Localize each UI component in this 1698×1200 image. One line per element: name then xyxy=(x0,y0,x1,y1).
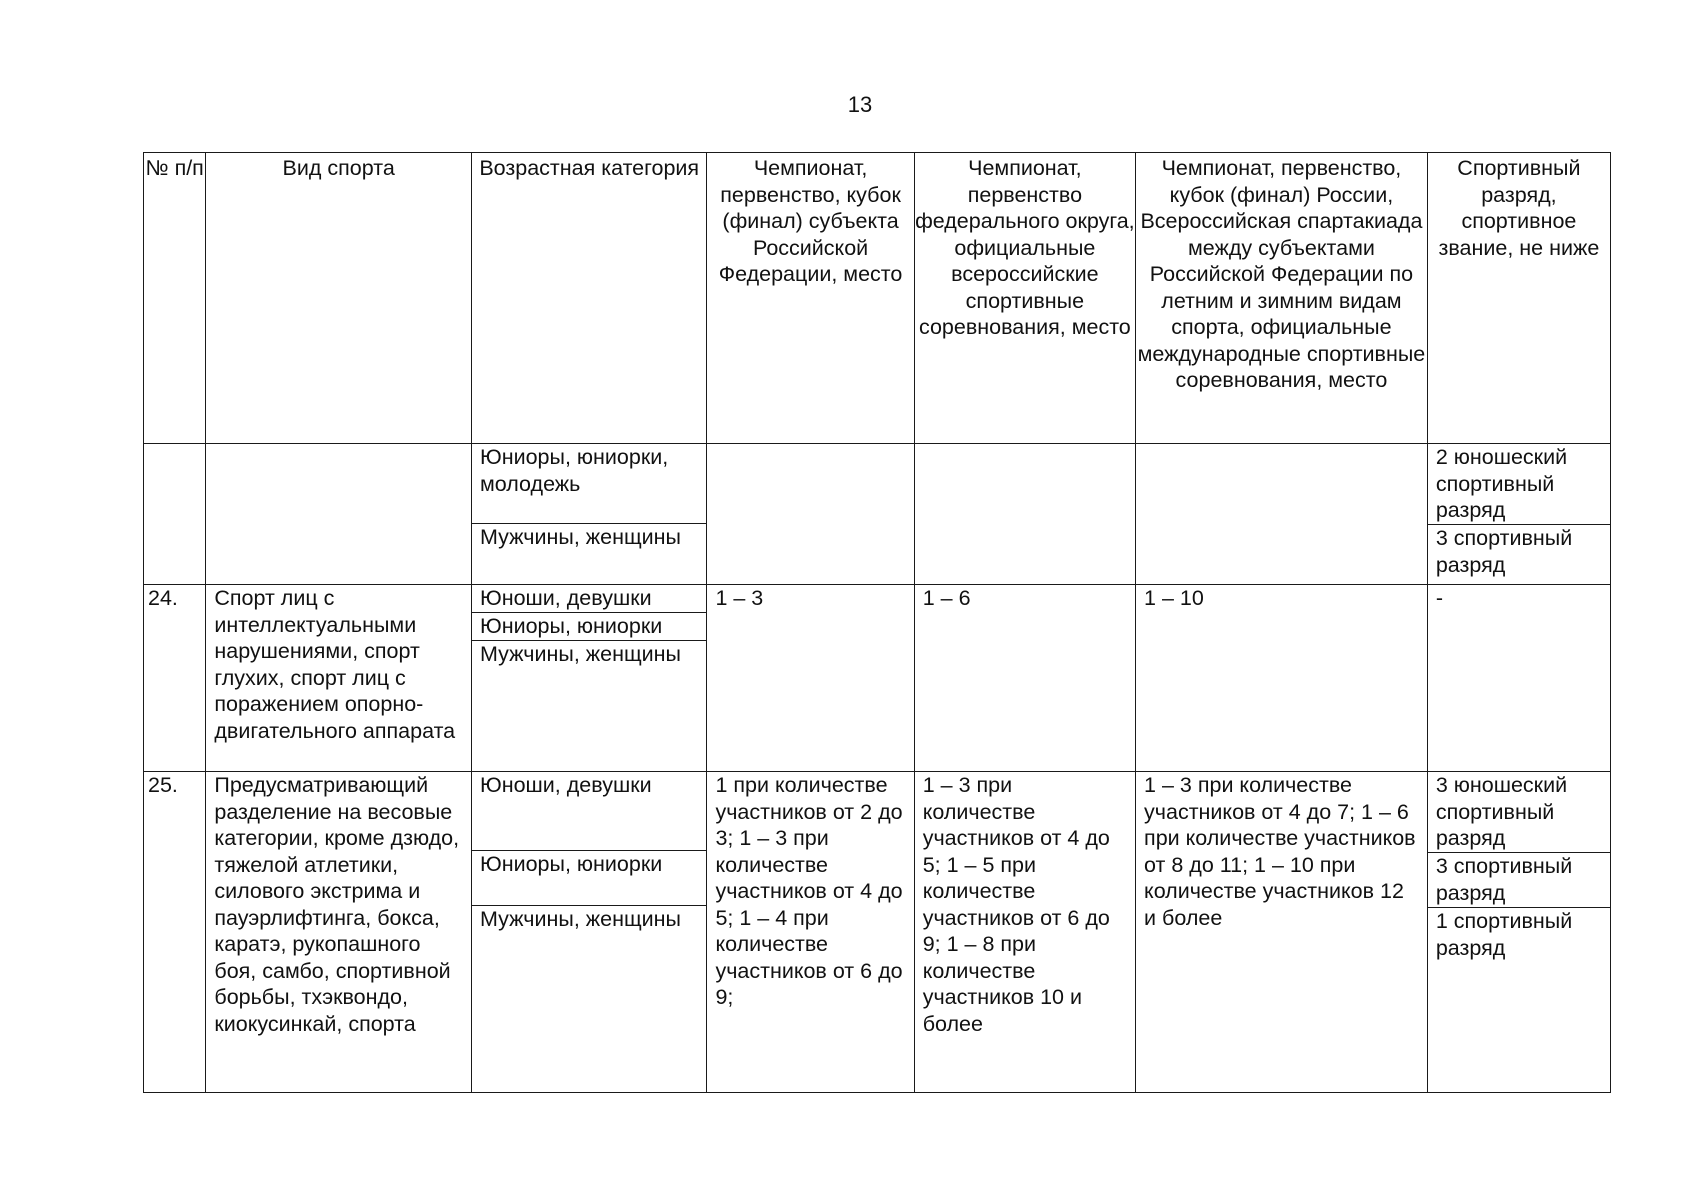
age-category: Юноши, девушки xyxy=(480,586,652,610)
header-regional-place: Чемпионат, первенство, кубок (финал) субъекта Российской Федерации, место xyxy=(707,153,914,444)
row-national-place: 1 – 3 при количестве участников от 4 до 7; 1 – 6 при количестве участников от 8 до 11; 1 – 10 при количестве участников 12 и более xyxy=(1136,772,1428,1093)
row-national-place: 1 – 10 xyxy=(1136,585,1428,772)
sport-rank: 3 юношеский спортивный разряд xyxy=(1435,773,1568,850)
row-num: 24. xyxy=(144,585,206,772)
page-number: 13 xyxy=(847,92,873,117)
row-regional-place: 1 – 3 xyxy=(707,585,914,772)
sports-ranks-table xyxy=(143,152,1611,1093)
header-num: № п/п xyxy=(144,153,206,444)
age-category: Юниоры, юниорки, молодежь xyxy=(480,445,669,496)
row-age-categories xyxy=(472,585,707,772)
row-regional-place xyxy=(707,444,914,585)
header-sport: Вид спорта xyxy=(206,153,472,444)
row-sport-ranks xyxy=(1427,444,1610,585)
row-num xyxy=(144,444,206,585)
age-category: Мужчины, женщины xyxy=(472,523,706,584)
row-num: 25. xyxy=(144,772,206,1093)
header-sport-rank: Спортивный разряд, спортивное звание, не ниже xyxy=(1427,153,1610,444)
sport-rank: 1 спортивный разряд xyxy=(1428,907,1610,1092)
table-row xyxy=(144,585,1611,772)
table-row xyxy=(144,772,1611,1093)
row-federal-place: 1 – 6 xyxy=(914,585,1135,772)
sport-rank: 2 юношеский спортивный разряд xyxy=(1435,445,1568,522)
header-national-place: Чемпионат, первенство, кубок (финал) России, Всероссийская спартакиада между субъектами Российской Федерации по летним и зимним видам спорта, официальные международные спортивные соревнования, место xyxy=(1136,153,1428,444)
age-category: Юноши, девушки xyxy=(480,773,652,797)
header-federal-place: Чемпионат, первенство федерального округа, официальные всероссийские спортивные соревнования, место xyxy=(914,153,1135,444)
row-sport xyxy=(206,444,472,585)
row-age-categories xyxy=(472,772,707,1093)
table-header-row xyxy=(144,153,1611,444)
age-category: Юниоры, юниорки xyxy=(472,612,706,640)
age-category: Мужчины, женщины xyxy=(472,640,706,771)
row-regional-place: 1 при количестве участников от 2 до 3; 1 – 3 при количестве участников от 4 до 5; 1 – 4 при количестве участников от 6 до 9; xyxy=(707,772,914,1093)
row-sport-rank: - xyxy=(1427,585,1610,772)
row-federal-place: 1 – 3 при количестве участников от 4 до 5; 1 – 5 при количестве участников от 6 до 9; 1 – 8 при количестве участников 10 и более xyxy=(914,772,1135,1093)
row-age-categories xyxy=(472,444,707,585)
row-federal-place xyxy=(914,444,1135,585)
table-row xyxy=(144,444,1611,585)
sport-rank: 3 спортивный разряд xyxy=(1428,524,1610,584)
row-sport: Предусматривающий разделение на весовые категории, кроме дзюдо, тяжелой атлетики, силового экстрима и пауэрлифтинга, бокса, каратэ, рукопашного боя, самбо, спортивной борьбы, тхэквондо, киокусинкай, спорта xyxy=(206,772,472,1093)
sport-rank: 3 спортивный разряд xyxy=(1428,852,1610,907)
age-category: Юниоры, юниорки xyxy=(472,850,706,905)
row-sport-ranks xyxy=(1427,772,1610,1093)
header-age-category: Возрастная категория xyxy=(472,153,707,444)
row-national-place xyxy=(1136,444,1428,585)
row-sport: Спорт лиц с интеллектуальными нарушениями, спорт глухих, спорт лиц с поражением опорно-двигательного аппарата xyxy=(206,585,472,772)
age-category: Мужчины, женщины xyxy=(472,905,706,1092)
